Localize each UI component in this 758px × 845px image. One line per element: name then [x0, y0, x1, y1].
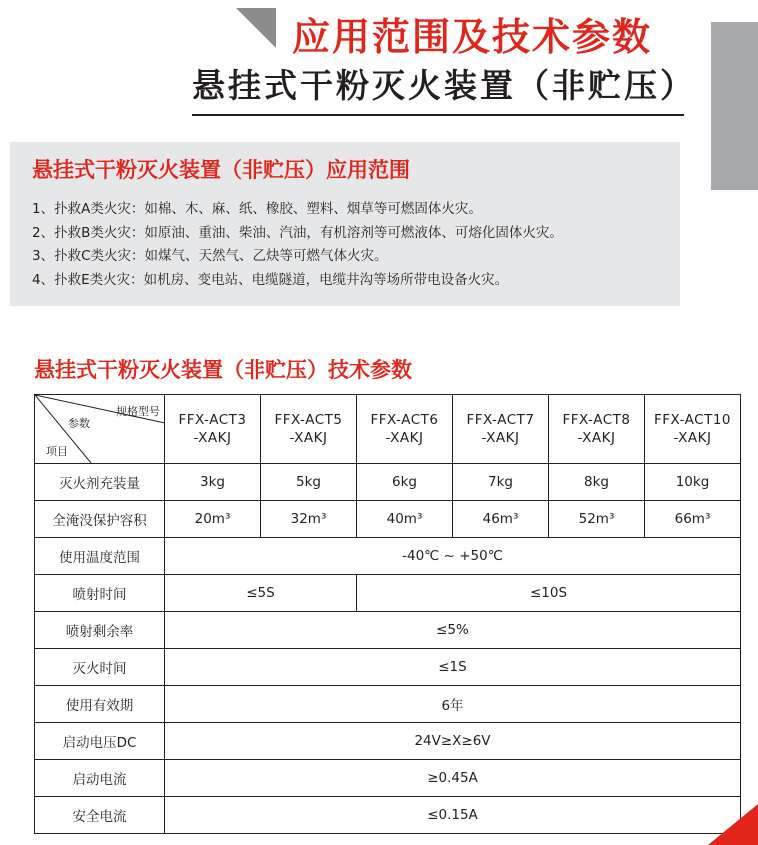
table-cell: 20m³	[165, 501, 261, 538]
side-gray-bar	[711, 22, 758, 190]
table-cell: ≤5S	[165, 575, 357, 612]
table-cell: 66m³	[645, 501, 741, 538]
table-row	[35, 649, 741, 686]
scope-list	[32, 198, 563, 292]
table-cell: 7kg	[453, 464, 549, 501]
row-label: 灭火时间	[35, 649, 165, 686]
model-cell: FFX-ACT3 -XAKJ	[165, 395, 261, 464]
page-subtitle: 悬挂式干粉灭火装置（非贮压）	[192, 66, 696, 105]
table-cell: ≥0.45A	[165, 760, 741, 797]
row-label: 使用有效期	[35, 686, 165, 723]
row-label: 全淹没保护容积	[35, 501, 165, 538]
corner-triangle-decoration	[236, 8, 276, 48]
header-param-label: 参数	[68, 417, 90, 430]
header-model-label: 规格型号	[116, 405, 160, 418]
table-cell: 10kg	[645, 464, 741, 501]
scope-heading: 悬挂式干粉灭火装置（非贮压）应用范围	[32, 158, 410, 182]
spec-table	[34, 394, 741, 834]
table-cell: 24V≥X≥6V	[165, 723, 741, 760]
table-cell: ≤1S	[165, 649, 741, 686]
row-label: 喷射时间	[35, 575, 165, 612]
table-row	[35, 464, 741, 501]
list-item: 3、扑救C类火灾：如煤气、天然气、乙炔等可燃气体火灾。	[32, 248, 388, 264]
row-label: 启动电流	[35, 760, 165, 797]
table-row	[35, 760, 741, 797]
model-cell: FFX-ACT10 -XAKJ	[645, 395, 741, 464]
table-cell: 5kg	[261, 464, 357, 501]
table-cell: ≤5%	[165, 612, 741, 649]
table-cell: 52m³	[549, 501, 645, 538]
row-label: 安全电流	[35, 797, 165, 834]
list-item: 2、扑救B类火灾：如原油、重油、柴油、汽油，有机溶剂等可燃液体、可熔化固体火灾。	[32, 224, 563, 241]
row-label: 使用温度范围	[35, 538, 165, 575]
corner-red-decoration	[708, 804, 758, 845]
table-cell: ≤0.15A	[165, 797, 741, 834]
application-scope-panel	[10, 142, 680, 306]
table-row	[35, 501, 741, 538]
table-cell: 6年	[165, 686, 741, 723]
model-cell: FFX-ACT6 -XAKJ	[357, 395, 453, 464]
table-cell: 8kg	[549, 464, 645, 501]
table-row	[35, 538, 741, 575]
table-cell: 32m³	[261, 501, 357, 538]
title-divider	[192, 114, 684, 116]
table-row	[35, 612, 741, 649]
table-row	[35, 723, 741, 760]
table-row	[35, 797, 741, 834]
model-cell: FFX-ACT7 -XAKJ	[453, 395, 549, 464]
row-label: 喷射剩余率	[35, 612, 165, 649]
list-item: 1、扑救A类火灾：如棉、木、麻、纸、橡胶、塑料、烟草等可燃固体火灾。	[32, 201, 482, 217]
row-label: 灭火剂充装量	[35, 464, 165, 501]
table-cell: -40℃ ~ +50℃	[165, 538, 741, 575]
table-cell: 6kg	[357, 464, 453, 501]
diagonal-header-cell	[35, 395, 165, 464]
table-cell: 40m³	[357, 501, 453, 538]
header-item-label: 项目	[46, 445, 68, 458]
row-label: 启动电压DC	[35, 723, 165, 760]
model-cell: FFX-ACT5 -XAKJ	[261, 395, 357, 464]
model-cell: FFX-ACT8 -XAKJ	[549, 395, 645, 464]
table-cell: 3kg	[165, 464, 261, 501]
table-header-row	[35, 395, 741, 464]
page-title: 应用范围及技术参数	[292, 15, 653, 59]
table-row	[35, 686, 741, 723]
list-item: 4、扑救E类火灾：如机房、变电站、电缆隧道，电缆井沟等场所带电设备火灾。	[32, 271, 509, 288]
table-cell: 46m³	[453, 501, 549, 538]
table-row	[35, 575, 741, 612]
table-cell: ≤10S	[357, 575, 741, 612]
params-heading: 悬挂式干粉灭火装置（非贮压）技术参数	[34, 358, 412, 382]
